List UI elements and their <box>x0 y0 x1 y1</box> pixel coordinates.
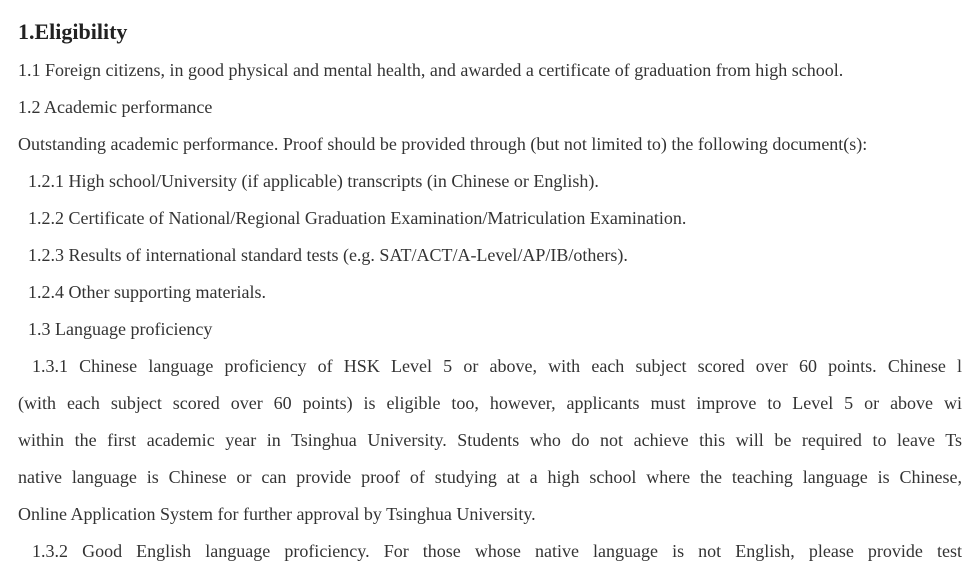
clause-1-3-1-line-1: 1.3.1 Chinese language proficiency of HSK Level 5 or above, with each subject scored over 60 points. Chinese l <box>32 356 962 376</box>
section-heading: 1.Eligibility <box>18 19 128 44</box>
clause-1-3-1-line-2: (with each subject scored over 60 points) is eligible too, however, applicants must improve to Level 5 or above wi <box>18 393 962 413</box>
clause-1-2-1: 1.2.1 High school/University (if applicable) transcripts (in Chinese or English). <box>28 171 599 191</box>
clause-1-2-4: 1.2.4 Other supporting materials. <box>28 282 266 302</box>
clause-1-3-1-line-3: within the first academic year in Tsinghua University. Students who do not achieve this will be required to leave Ts <box>18 430 962 450</box>
academic-intro: Outstanding academic performance. Proof should be provided through (but not limited to) the following document(s): <box>18 134 868 154</box>
clause-1-2-3: 1.2.3 Results of international standard tests (e.g. SAT/ACT/A-Level/AP/IB/others). <box>28 245 628 265</box>
clause-1-1: 1.1 Foreign citizens, in good physical and mental health, and awarded a certificate of graduation from high school. <box>18 60 844 80</box>
clause-1-2-2: 1.2.2 Certificate of National/Regional Graduation Examination/Matriculation Examination. <box>28 208 687 228</box>
clause-1-3: 1.3 Language proficiency <box>28 319 213 339</box>
clause-1-2: 1.2 Academic performance <box>18 97 213 117</box>
clause-1-3-1-line-4: native language is Chinese or can provide proof of studying at a high school where the teaching language is Chinese, <box>18 467 962 487</box>
clause-1-3-2-line-1: 1.3.2 Good English language proficiency. For those whose native language is not English, please provide test <box>32 541 962 561</box>
clause-1-3-1-line-5: Online Application System for further approval by Tsinghua University. <box>18 504 536 524</box>
